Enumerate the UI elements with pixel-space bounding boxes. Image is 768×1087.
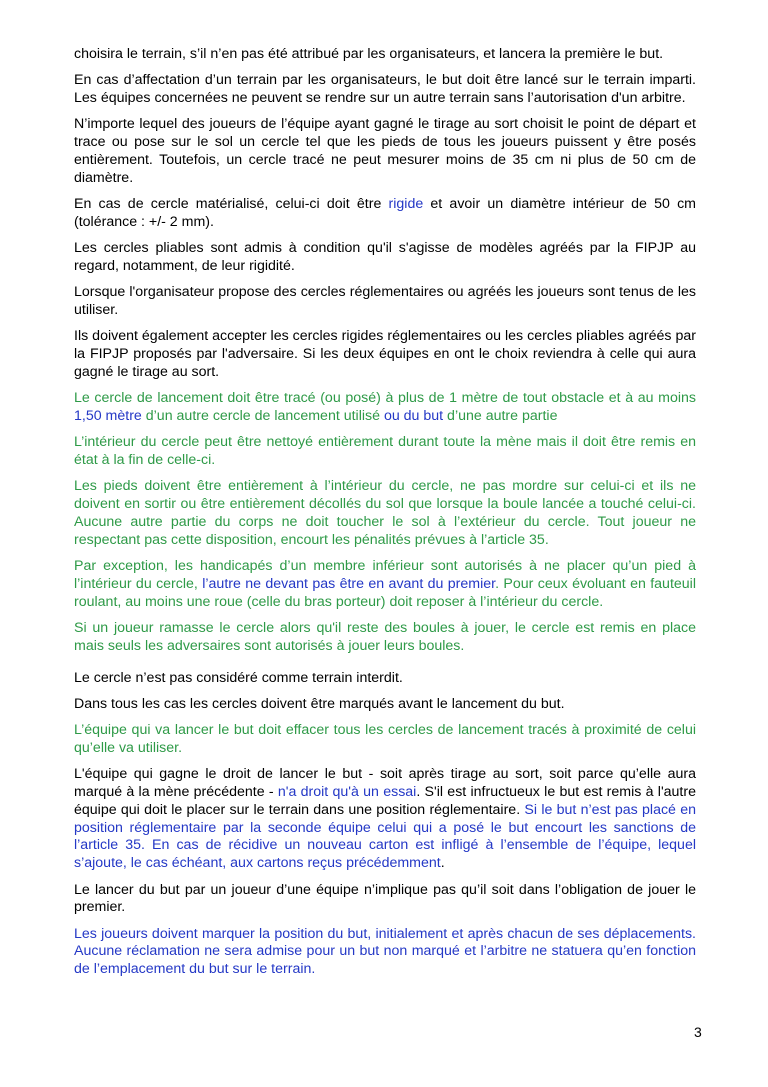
text-run: Ils doivent également accepter les cercles rigides réglementaires ou les cercles pliables agréés par la FIPJP proposés par l'adversaire. Si les deux équipes en ont le choix reviendra à celle qui aura gagné le tirage au sort. xyxy=(74,328,696,380)
text-run: l’autre ne devant pas être en avant du premier xyxy=(202,575,496,592)
paragraph xyxy=(74,696,696,714)
paragraph xyxy=(74,882,696,918)
page-number: 3 xyxy=(694,1024,702,1040)
paragraph xyxy=(74,478,696,549)
paragraph xyxy=(74,766,696,873)
text-run: En cas de cercle matérialisé, celui-ci doit être xyxy=(74,196,389,213)
paragraph xyxy=(74,722,696,758)
text-run: L’intérieur du cercle peut être nettoyé entièrement durant toute la mène mais il doit être remis en état à la fin de celle-ci. xyxy=(74,434,696,469)
text-run: n'a droit qu'à un essai xyxy=(277,784,417,801)
paragraph xyxy=(74,116,696,187)
paragraph xyxy=(74,284,696,320)
text-run: Les cercles pliables sont admis à condition qu'il s'agisse de modèles agréés par la FIPJP au regard, notamment, de leur rigidité. xyxy=(74,240,696,274)
paragraph xyxy=(74,620,696,656)
text-run: 1,50 mètre xyxy=(74,408,142,425)
text-run: Les pieds doivent être entièrement à l’intérieur du cercle, ne pas mordre sur celui-ci et ils ne doivent en sortir ou être entièrement décollés du sol que lorsque la boule lancée a touché celui-ci. Aucune autre partie du corps ne doit toucher le sol à l’extérieur du cercle. Tout joueur ne respectant pas cette disposition, encourt les pénalités prévues à l’article 35. xyxy=(74,478,696,548)
text-run: Le lancer du but par un joueur d’une équipe n’implique pas qu’il soit dans l’obligation de jouer le premier. xyxy=(74,881,696,916)
text-run: . S'il est infructueux le but est remis à l'autre équipe qui doit le placer sur le terrain dans une position réglementaire. xyxy=(74,784,696,818)
text-run: L’équipe qui va lancer le but doit effacer tous les cercles de lancement tracés à proximité de celui qu’elle va utiliser. xyxy=(74,722,696,756)
paragraph xyxy=(74,434,696,470)
page-body xyxy=(74,46,696,988)
text-run: . xyxy=(440,855,445,872)
text-run: Si un joueur ramasse le cercle alors qu'il reste des boules à jouer, le cercle est remis en place mais seuls les adversaires sont autorisés à jouer leurs boules. xyxy=(74,620,696,654)
text-run: Le cercle n’est pas considéré comme terrain interdit. xyxy=(74,669,403,686)
text-run: N’importe lequel des joueurs de l’équipe ayant gagné le tirage au sort choisit le point de départ et trace ou pose sur le sol un cercle tel que les pieds de tous les joueurs puissent y être posés entièrement. Toutefois, un cercle tracé ne peut mesurer moins de 35 cm ni plus de 50 cm de diamètre. xyxy=(74,116,696,186)
text-run: Le cercle de lancement doit être tracé (ou posé) à plus de 1 mètre de tout obstacle et à au moins xyxy=(74,390,696,407)
paragraph xyxy=(74,196,696,232)
text-run: d’un autre cercle de lancement utilisé xyxy=(141,408,384,425)
paragraph xyxy=(74,390,696,426)
text-run: ou du but xyxy=(383,408,444,425)
text-run: L'équipe qui gagne le droit de lancer le but - soit après tirage au sort, soit parce qu’elle aura marqué à la mène précédente - xyxy=(74,766,696,801)
text-run: Les joueurs doivent marquer la position du but, initialement et après chacun de ses déplacements. Aucune réclamation ne sera admise pour un but non marqué et l’arbitre ne statuera qu’en fonction de l’emplacement du but sur le terrain. xyxy=(74,925,696,978)
text-run: . Pour ceux évoluant en fauteuil roulant, au moins une roue (celle du bras porteur) doit reposer à l’intérieur du cercle. xyxy=(74,575,696,610)
text-run: d’une autre partie xyxy=(443,408,558,425)
paragraph xyxy=(74,670,696,688)
paragraph xyxy=(74,72,696,108)
text-run: Dans tous les cas les cercles doivent être marqués avant le lancement du but. xyxy=(74,695,565,712)
text-run: et avoir un diamètre intérieur de 50 cm (tolérance : +/- 2 mm). xyxy=(74,196,696,230)
text-run: En cas d’affectation d’un terrain par les organisateurs, le but doit être lancé sur le terrain imparti. Les équipes concernées ne peuvent se rendre sur un autre terrain sans l’autorisation d'un arbitre. xyxy=(74,72,696,107)
paragraph xyxy=(74,46,696,64)
paragraph xyxy=(74,240,696,276)
text-run: Lorsque l'organisateur propose des cercles réglementaires ou agréés les joueurs sont tenus de les utiliser. xyxy=(74,284,696,319)
paragraph xyxy=(74,558,696,611)
text-run: rigide xyxy=(388,196,424,213)
paragraph xyxy=(74,328,696,381)
text-run: choisira le terrain, s’il n’en pas été attribué par les organisateurs, et lancera la première le but. xyxy=(74,46,664,62)
text-run: Si le but n’est pas placé en position réglementaire par la seconde équipe celui qui a posé le but encourt les sanctions de l’article 35. En cas de récidive un nouveau carton est infligé à l’ensemble de l’équipe, lequel s’ajoute, le cas échéant, aux cartons reçus précédemment xyxy=(74,801,697,872)
text-run: Par exception, les handicapés d’un membre inférieur sont autorisés à ne placer qu’un pied à l’intérieur du cercle, xyxy=(74,558,696,592)
paragraph xyxy=(74,926,696,979)
